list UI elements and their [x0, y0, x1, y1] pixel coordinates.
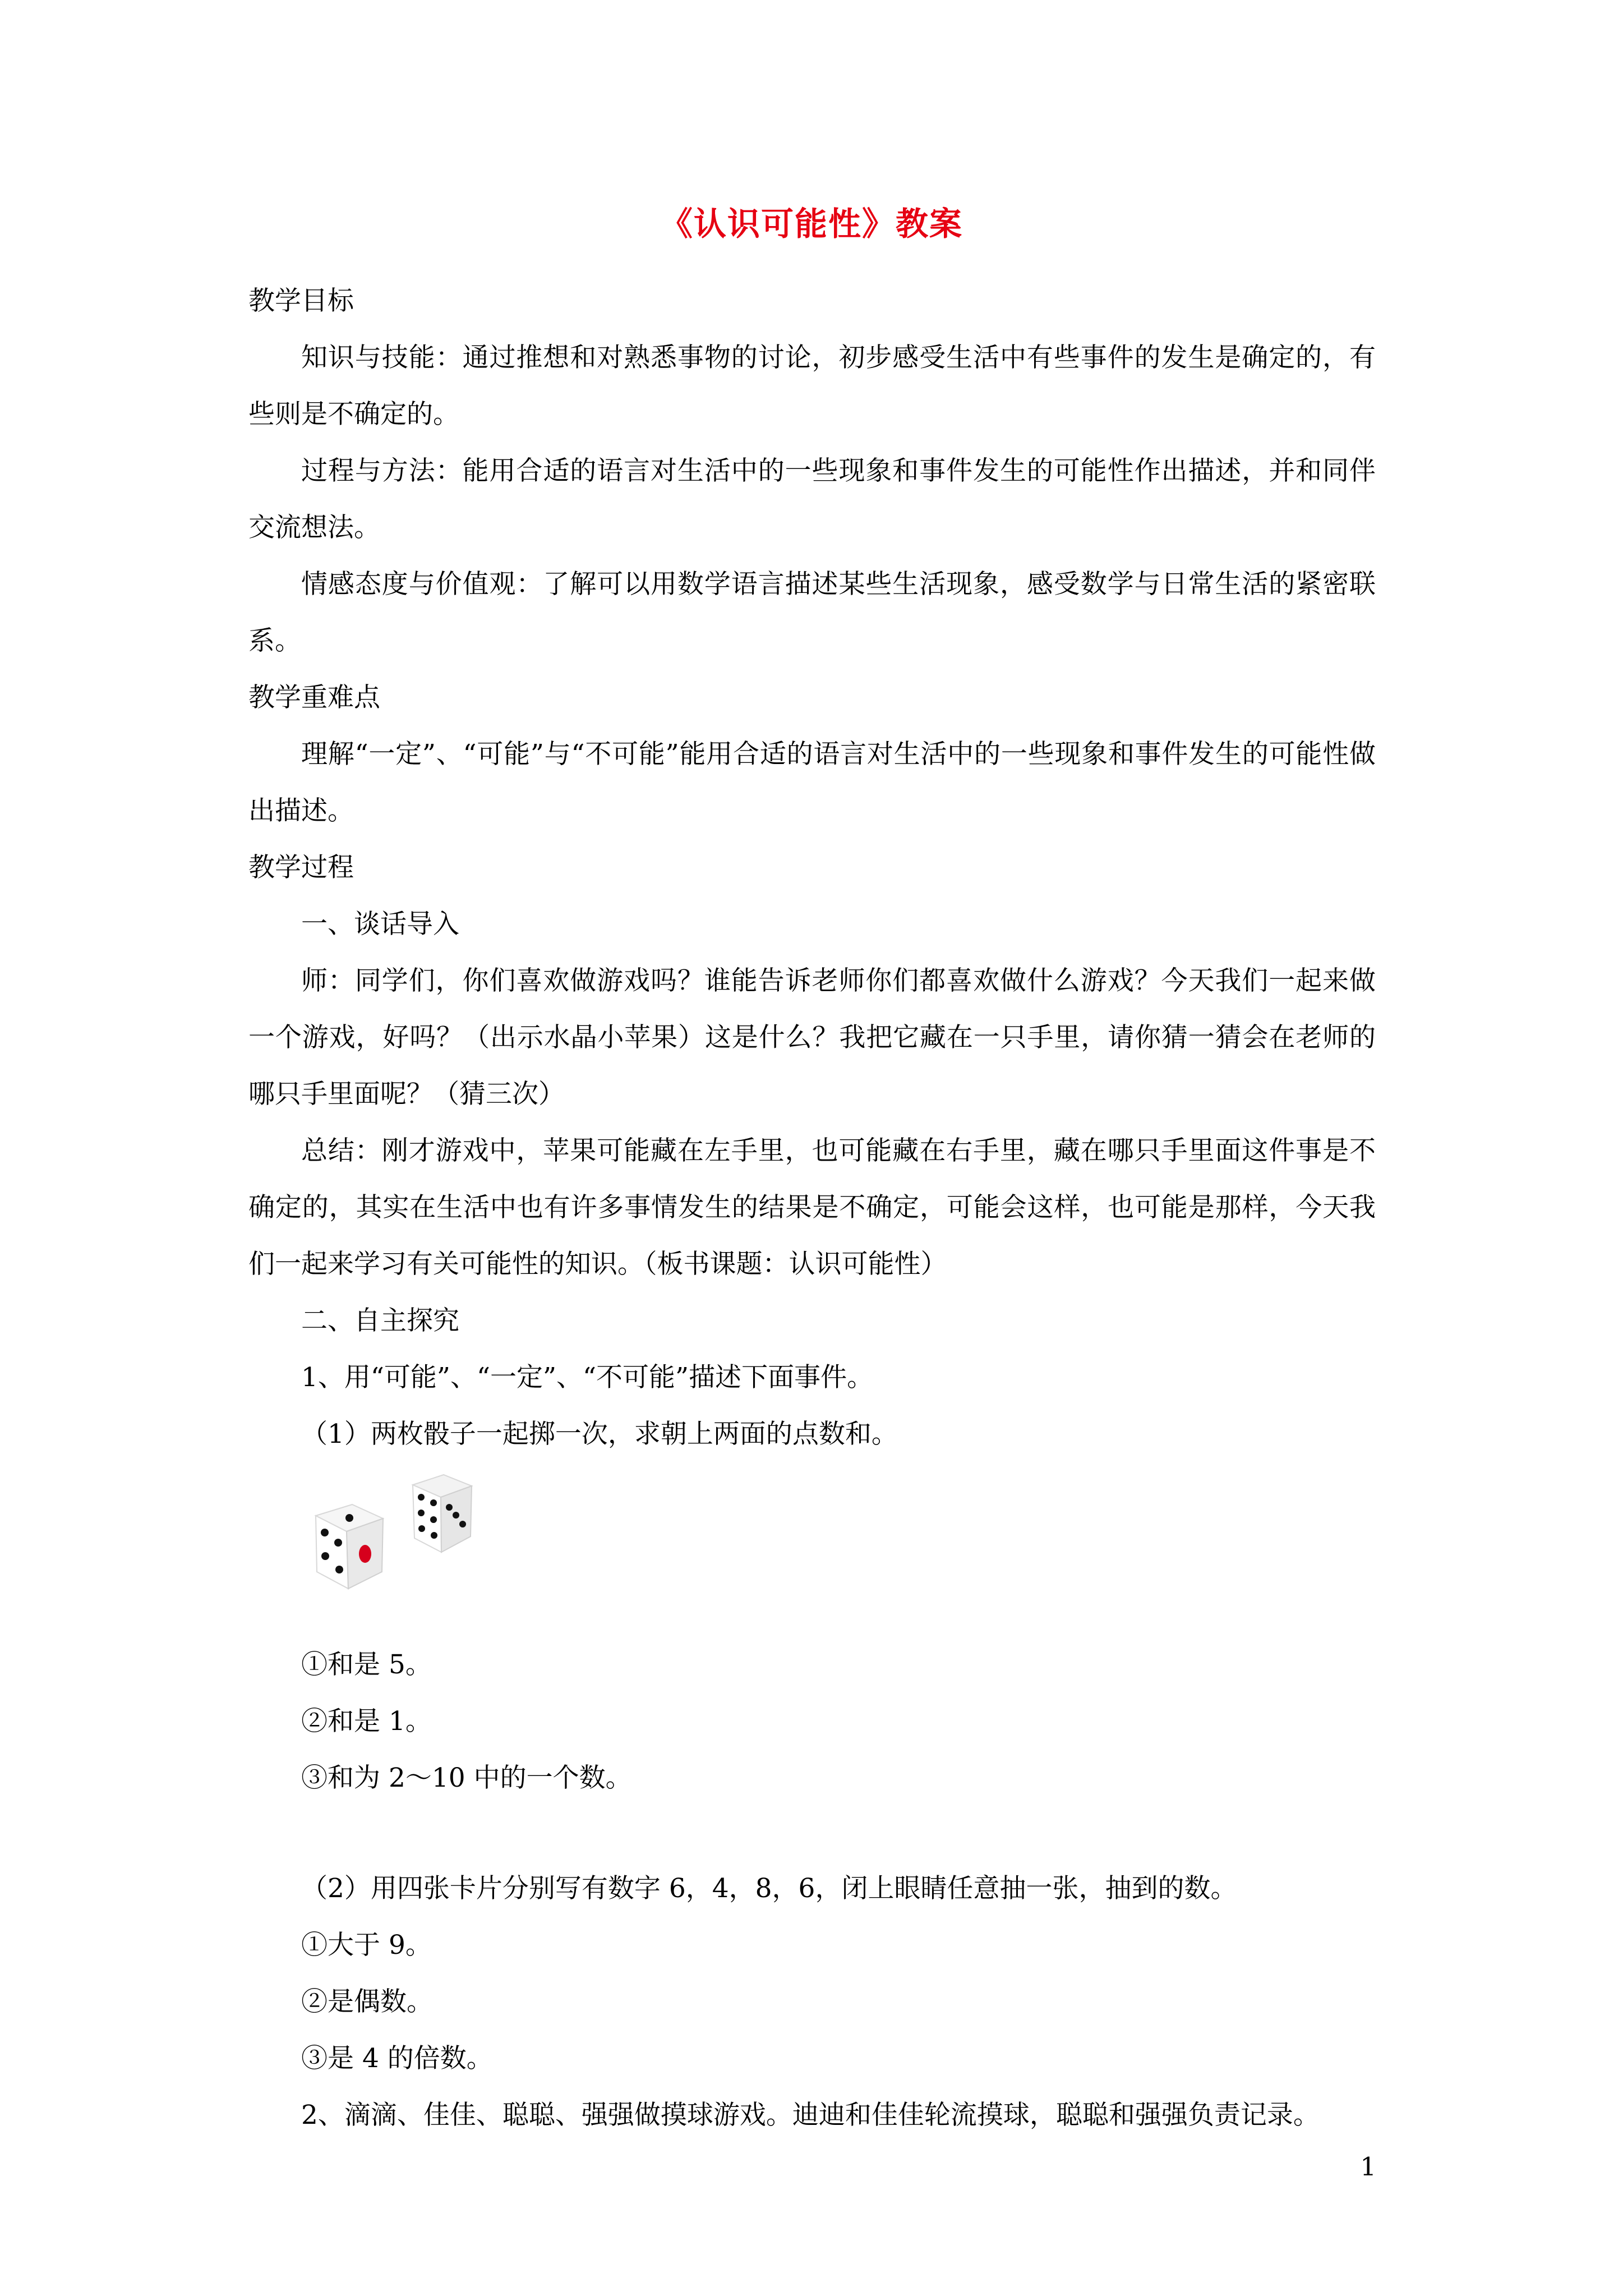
question-1-option-b: ②和是 1。 [301, 1706, 432, 1737]
document-title: 《认识可能性》教案 [660, 205, 963, 243]
paragraph-goal-knowledge: 知识与技能：通过推想和对熟悉事物的讨论，初步感受生活中有些事件的发生是确定的，有些则是不确定的。 [248, 342, 1376, 430]
subheading-part1: 一、谈话导入 [301, 909, 459, 940]
question-2: （2）用四张卡片分别写有数字 6，4，8，6，闭上眼睛任意抽一张，抽到的数。 [301, 1873, 1237, 1904]
paragraph-summary: 总结：刚才游戏中，苹果可能藏在左手里，也可能藏在右手里，藏在哪只手里面这件事是不确定的，其实在生活中也有许多事情发生的结果是不确定，可能会这样，也可能是那样，今天我们一起来学习有关可能性的知识。（板书课题：认识可能性） [248, 1135, 1376, 1280]
task-1: 1、用“可能”、“一定”、“不可能”描述下面事件。 [301, 1362, 874, 1393]
die-icon [305, 1493, 389, 1594]
question-1-option-c: ③和为 2～10 中的一个数。 [301, 1763, 632, 1793]
document-body [248, 273, 1376, 2143]
question-1-option-a: ①和是 5。 [301, 1649, 432, 1680]
subheading-part2: 二、自主探究 [301, 1305, 459, 1336]
question-2-option-a: ①大于 9。 [301, 1930, 432, 1961]
question-2-option-c: ③是 4 的倍数。 [301, 2043, 493, 2074]
paragraph-teacher: 师：同学们，你们喜欢做游戏吗？谁能告诉老师你们都喜欢做什么游戏？今天我们一起来做一个游戏，好吗？（出示水晶小苹果）这是什么？我把它藏在一只手里，请你猜一猜会在老师的哪只手里面呢？（猜三次） [248, 965, 1376, 1110]
section-heading-key-points: 教学重难点 [248, 682, 380, 713]
paragraph-key-points: 理解“一定”、“可能”与“不可能”能用合适的语言对生活中的一些现象和事件发生的可能性做出描述。 [248, 739, 1376, 826]
task-2: 2、滴滴、佳佳、聪聪、强强做摸球游戏。迪迪和佳佳轮流摸球，聪聪和强强负责记录。 [301, 2100, 1320, 2131]
die-icon [404, 1468, 477, 1563]
paragraph-goal-emotion: 情感态度与价值观：了解可以用数学语言描述某些生活现象，感受数学与日常生活的紧密联系。 [248, 569, 1376, 656]
section-heading-goals: 教学目标 [248, 286, 354, 316]
question-2-option-b: ②是偶数。 [301, 1986, 433, 2017]
question-1: （1）两枚骰子一起掷一次，求朝上两面的点数和。 [301, 1419, 898, 1450]
paragraph-goal-process: 过程与方法：能用合适的语言对生活中的一些现象和事件发生的可能性作出描述，并和同伴交流想法。 [248, 455, 1376, 543]
page-number: 1 [1360, 2152, 1376, 2182]
section-heading-process: 教学过程 [248, 852, 354, 883]
blank-line [248, 1806, 1376, 1860]
dice-illustration [305, 1462, 1376, 1636]
